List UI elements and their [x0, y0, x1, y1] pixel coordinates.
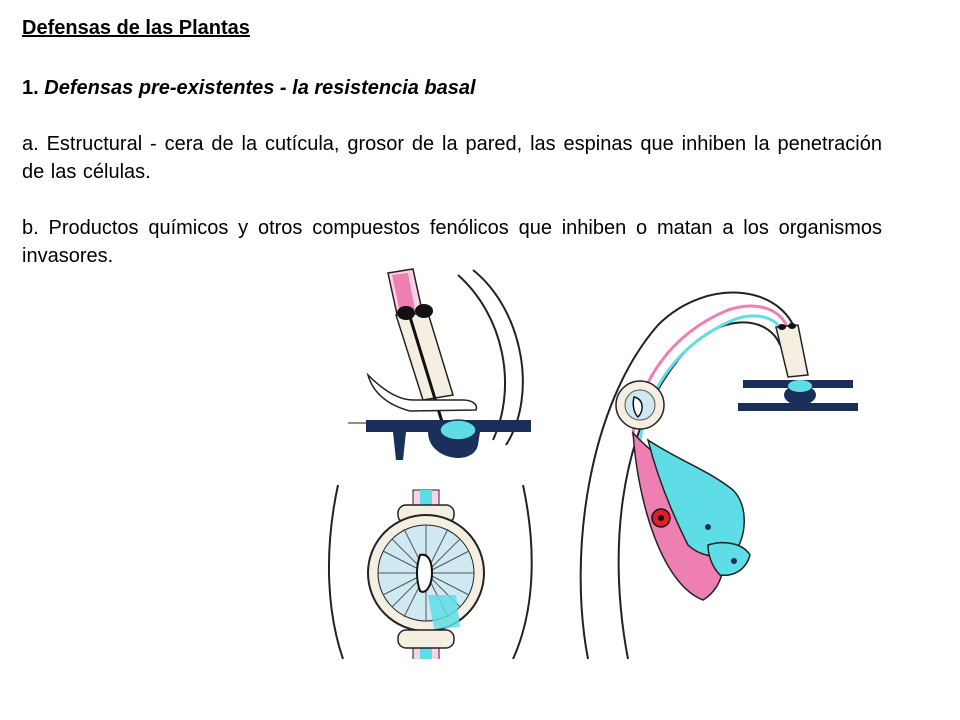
- item-a-text: a. Estructural - cera de la cutícula, grosor de la pared, las espinas que inhiben la penetración de las células.: [22, 133, 882, 183]
- section-heading: [22, 74, 882, 102]
- section-title: Defensas pre-existentes - la resistencia basal: [44, 77, 476, 99]
- section-number: 1.: [22, 77, 39, 99]
- item-b-text: b. Productos químicos y otros compuestos fenólicos que inhiben o matan a los organismos invasores.: [22, 217, 882, 267]
- nematode-stylet-illustration: [288, 255, 880, 659]
- stylet-penetration-panel: [348, 269, 531, 460]
- slide-title: Defensas de las Plantas: [22, 17, 250, 39]
- nematode-head-panel: [581, 293, 858, 659]
- median-bulb-panel: [329, 485, 532, 659]
